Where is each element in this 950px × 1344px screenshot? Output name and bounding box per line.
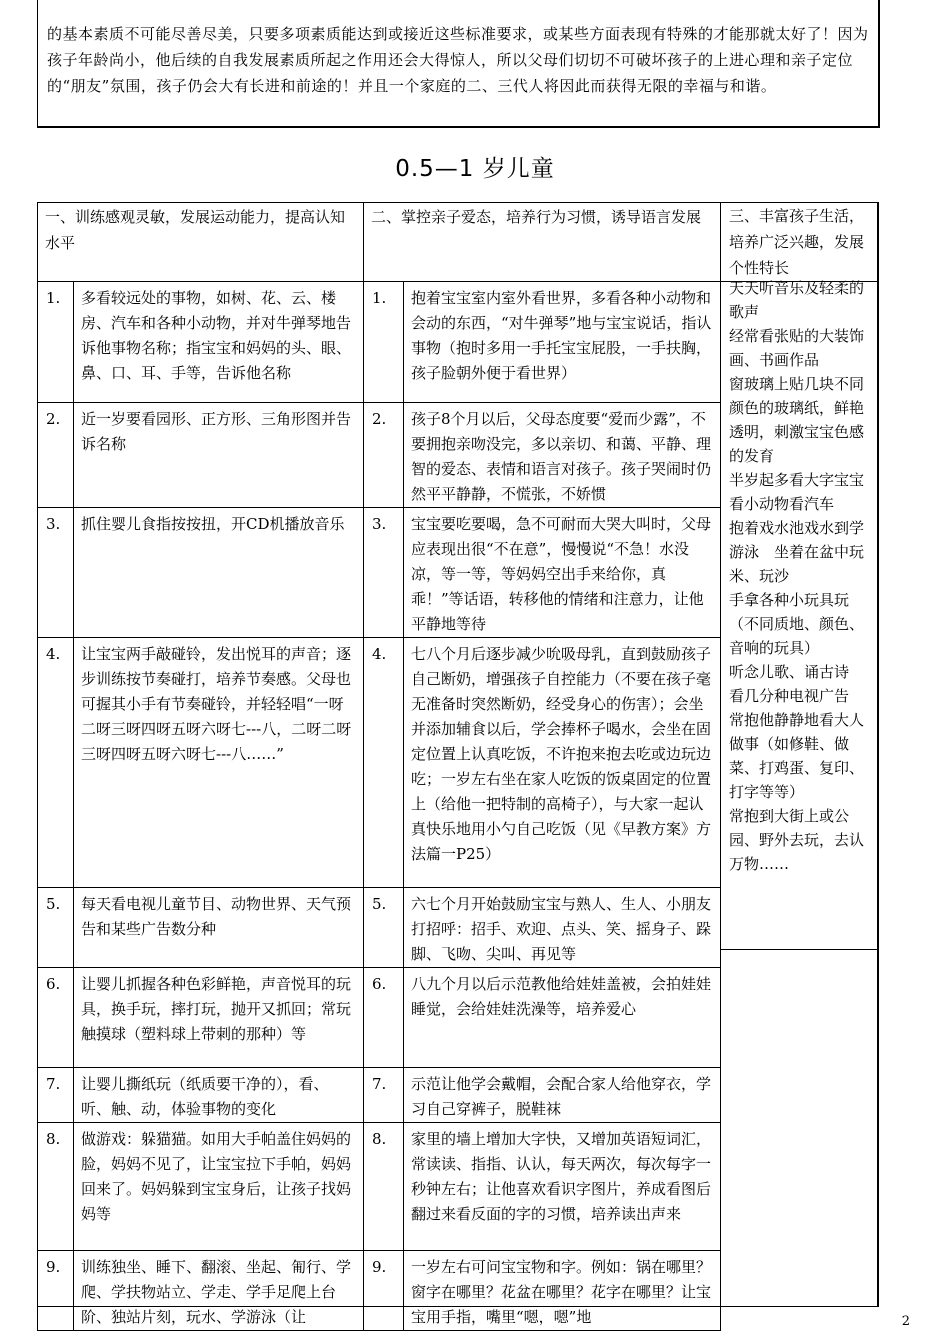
- col2-cell: 抱着宝宝室内室外看世界，多看各种小动物和会动的东西，“对牛弹琴”地与宝宝说话，指认事物（抱时多用一手托宝宝屁股，一手扶胸，孩子脸朝外便于看世界）: [404, 282, 721, 403]
- page-number: 2: [901, 1314, 910, 1329]
- table-row: [38, 282, 721, 403]
- col3-line: 经常看张贴的大装饰画、书画作品: [729, 327, 865, 369]
- row-number: 4.: [364, 638, 404, 888]
- row-number: 5.: [38, 888, 74, 968]
- col3-header: 三、丰富孩子生活，培养广泛兴趣，发展个性特长: [729, 207, 865, 277]
- row-number: 2.: [364, 403, 404, 508]
- col1-cell: 训练独坐、睡下、翻滚、坐起、匍行、学爬、学扶物站立、学走、学手足爬上台阶、独站片刻，玩水、学游泳（让: [74, 1251, 364, 1331]
- row-number: 1.: [38, 282, 74, 403]
- col3-line: 手拿各种小玩具玩（不同质地、颜色、音响的玩具）: [729, 591, 865, 657]
- table-row: [38, 888, 721, 968]
- row-number: 9.: [38, 1251, 74, 1331]
- row-number: 8.: [364, 1123, 404, 1251]
- table-row: [38, 638, 721, 888]
- row-number: 9.: [364, 1251, 404, 1331]
- col1-cell: 抓住婴儿食指按按扭，开CD机播放音乐: [74, 508, 364, 638]
- row-number: 7.: [38, 1068, 74, 1123]
- col3-line: 看小动物看汽车: [729, 495, 835, 513]
- page-title: 0.5—1 岁儿童: [395, 156, 555, 182]
- col3-line: 窗玻璃上贴几块不同颜色的玻璃纸，鲜艳透明，刺激宝宝色感的发育: [729, 375, 865, 465]
- col3-line: 常抱他静静地看大人做事（如修鞋、做菜、打鸡蛋、复印、打字等等）: [729, 711, 865, 801]
- table-row: [38, 1251, 721, 1331]
- col1-cell: 近一岁要看园形、正方形、三角形图并告诉名称: [74, 403, 364, 508]
- col1-cell: 让婴儿抓握各种色彩鲜艳，声音悦耳的玩具，换手玩，摔打玩，抛开又抓回；常玩触摸球（塑料球上带刺的那种）等: [74, 968, 364, 1068]
- row-number: 1.: [364, 282, 404, 403]
- intro-text: 的基本素质不可能尽善尽美，只要多项素质能达到或接近这些标准要求，或某些方面表现有特殊的才能那就太好了！因为孩子年龄尚小，他后续的自我发展素质所起之作用还会大得惊人，所以父母们切切不可破坏孩子的上进心理和亲子定位的“朋友”氛围，孩子仍会大有长进和前途的！并且一个家庭的二、三代人将因此而获得无限的幸福与和谐。: [47, 25, 869, 95]
- col1-cell: 每天看电视儿童节目、动物世界、天气预告和某些广告数分种: [74, 888, 364, 968]
- col2-cell: 家里的墙上增加大字快，又增加英语短词汇，常读读、指指、认认，每天两次，每次每字一秒钟左右；让他喜欢看识字图片，养成看图后翻过来看反面的字的习惯，培养读出声来: [404, 1123, 721, 1251]
- col2-cell: 一岁左右可问宝宝物和字。例如：锅在哪里？窗字在哪里？花盆在哪里？花字在哪里？让宝宝用手指，嘴里“嗯，嗯”地: [404, 1251, 721, 1331]
- col2-cell: 七八个月后逐步减少吮吸母乳，直到鼓励孩子自己断奶，增强孩子自控能力（不要在孩子毫无准备时突然断奶，经受身心的伤害）；会坐并添加辅食以后，学会捧杯子喝水，会坐在固定位置上认真吃饭，不许抱来抱去吃或边玩边吃；一岁左右坐在家人吃饭的饭桌固定的位置上（给他一把特制的高椅子），与大家一起认真快乐地用小勺自己吃饭（见《早教方案》方法篇一P25）: [404, 638, 721, 888]
- col2-cell: 宝宝要吃要喝，急不可耐而大哭大叫时，父母应表现出很“不在意”，慢慢说“不急！水没凉，等一等，等妈妈空出手来给你，真乖！”等话语，转移他的情绪和注意力，让他平静地等待: [404, 508, 721, 638]
- row-number: 3.: [38, 508, 74, 638]
- table-header-row: [38, 203, 721, 282]
- table-row: [38, 403, 721, 508]
- row-number: 2.: [38, 403, 74, 508]
- row-number: 5.: [364, 888, 404, 968]
- header-col1: 一、训练感观灵敏，发展运动能力，提高认知水平: [38, 203, 364, 282]
- col2-cell: 示范让他学会戴帽，会配合家人给他穿衣，学习自己穿裤子，脱鞋袜: [404, 1068, 721, 1123]
- col1-cell: 多看较远处的事物，如树、花、云、楼房、汽车和各种小动物，并对牛弹琴地告诉他事物名称；指宝宝和妈妈的头、眼、鼻、口、耳、手等，告诉他名称: [74, 282, 364, 403]
- row-number: 4.: [38, 638, 74, 888]
- col2-cell: 孩子8个月以后，父母态度要“爱而少露”，不要拥抱亲吻没完，多以亲切、和蔼、平静、理智的爱态、表情和语言对孩子。孩子哭闹时仍然平平静静，不慌张，不娇惯: [404, 403, 721, 508]
- row-number: 3.: [364, 508, 404, 638]
- col3-line: 半岁起多看大字宝宝: [729, 471, 865, 489]
- table-row: [38, 508, 721, 638]
- col1-cell: 让婴儿撕纸玩（纸质要干净的），看、听、触、动，体验事物的变化: [74, 1068, 364, 1123]
- activity-table: [37, 202, 721, 1331]
- table-row: [38, 1123, 721, 1251]
- col3-line: 看几分种电视广告: [729, 687, 850, 705]
- col1-cell: 做游戏：躲猫猫。如用大手帕盖住妈妈的脸，妈妈不见了，让宝宝拉下手帕，妈妈回来了。妈妈躲到宝宝身后，让孩子找妈妈等: [74, 1123, 364, 1251]
- col3-line: 听念儿歌、诵古诗: [729, 663, 850, 681]
- col3-line: 天天听音乐及轻柔的歌声: [729, 279, 865, 321]
- header-col2: 二、掌控亲子爱态，培养行为习惯，诱导语言发展: [364, 203, 721, 282]
- col2-cell: 六七个月开始鼓励宝宝与熟人、生人、小朋友打招呼：招手、欢迎、点头、笑、摇身子、跺脚、飞吻、尖叫、再见等: [404, 888, 721, 968]
- table-row: [38, 1068, 721, 1123]
- table-row: [38, 968, 721, 1068]
- col3-content: [729, 276, 877, 876]
- row-number: 7.: [364, 1068, 404, 1123]
- col3-line: 抱着戏水池戏水到学游泳 坐着在盆中玩米、玩沙: [729, 519, 865, 585]
- intro-paragraph-box: [37, 0, 880, 128]
- col3-line: 常抱到大街上或公园、野外去玩，去认万物……: [729, 807, 865, 873]
- col1-cell: 让宝宝两手敲碰铃，发出悦耳的声音；逐步训练按节奏碰打，培养节奏感。父母也可握其小手有节奏碰铃，并轻轻唱“一呀二呀三呀四呀五呀六呀七---八，二呀二呀三呀四呀五呀六呀七---八……”: [74, 638, 364, 888]
- row-number: 6.: [364, 968, 404, 1068]
- col2-cell: 八九个月以后示范教他给娃娃盖被，会拍娃娃睡觉，会给娃娃洗澡等，培养爱心: [404, 968, 721, 1068]
- row-number: 8.: [38, 1123, 74, 1251]
- row-number: 6.: [38, 968, 74, 1068]
